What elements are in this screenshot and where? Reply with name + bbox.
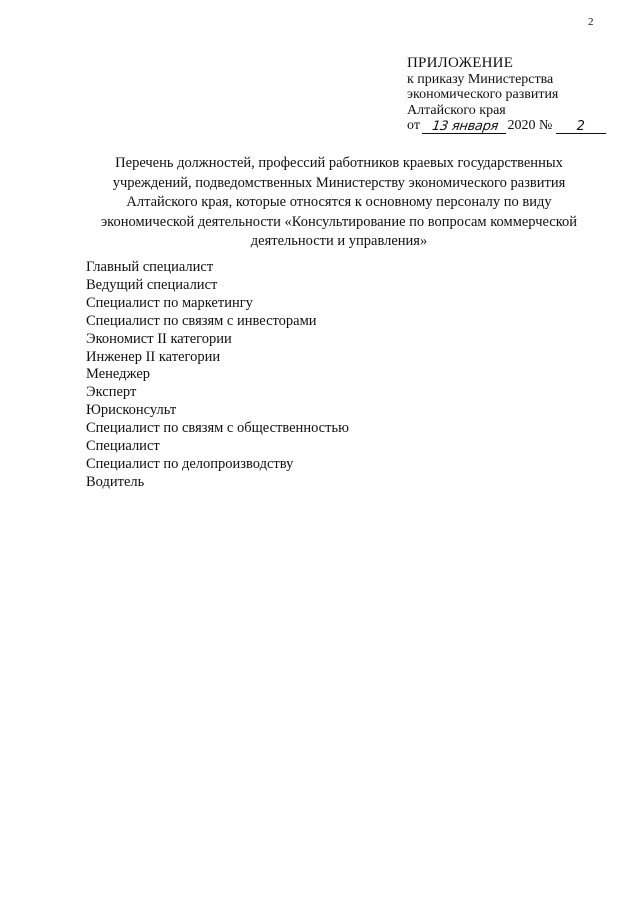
list-item: Специалист по делопроизводству	[86, 455, 294, 472]
list-item: Инженер II категории	[86, 348, 221, 365]
appendix-line-3: Алтайского края	[407, 102, 506, 118]
order-number-handwritten: 2	[556, 120, 606, 134]
list-item: Специалист по связям с инвесторами	[86, 312, 317, 329]
list-item: Специалист по маркетингу	[86, 294, 253, 311]
document-title: Перечень должностей, профессий работников краевых государственных учреждений, подведомственных Министерству экономического развития Алтайского края, которые относятся к основному персоналу по виду экономической деятельности «Консультирование по вопросам коммерческой деятельности и управления»	[100, 155, 578, 249]
list-item: Главный специалист	[86, 259, 214, 275]
order-year: 2020	[507, 118, 536, 133]
appendix-line-2: экономического развития	[407, 87, 559, 102]
list-item: Специалист по связям с общественностью	[86, 420, 349, 437]
order-number-label: №	[538, 118, 553, 133]
list-item: Ведущий специалист	[86, 276, 218, 293]
list-item: Юрисконсульт	[86, 402, 177, 419]
positions-list	[86, 259, 349, 492]
list-item: Эксперт	[86, 384, 137, 401]
list-item: Специалист	[86, 438, 160, 455]
appendix-header	[407, 56, 627, 134]
appendix-title: ПРИЛОЖЕНИЕ	[407, 55, 514, 71]
list-item: Водитель	[86, 473, 145, 490]
list-item: Экономист II категории	[86, 330, 232, 347]
order-prefix: от	[407, 118, 420, 133]
appendix-line-1: к приказу Министерства	[407, 71, 554, 87]
order-reference	[407, 118, 627, 134]
page-number: 2	[588, 16, 594, 28]
order-date-handwritten: 13 января	[422, 120, 508, 134]
list-item: Менеджер	[86, 366, 151, 383]
